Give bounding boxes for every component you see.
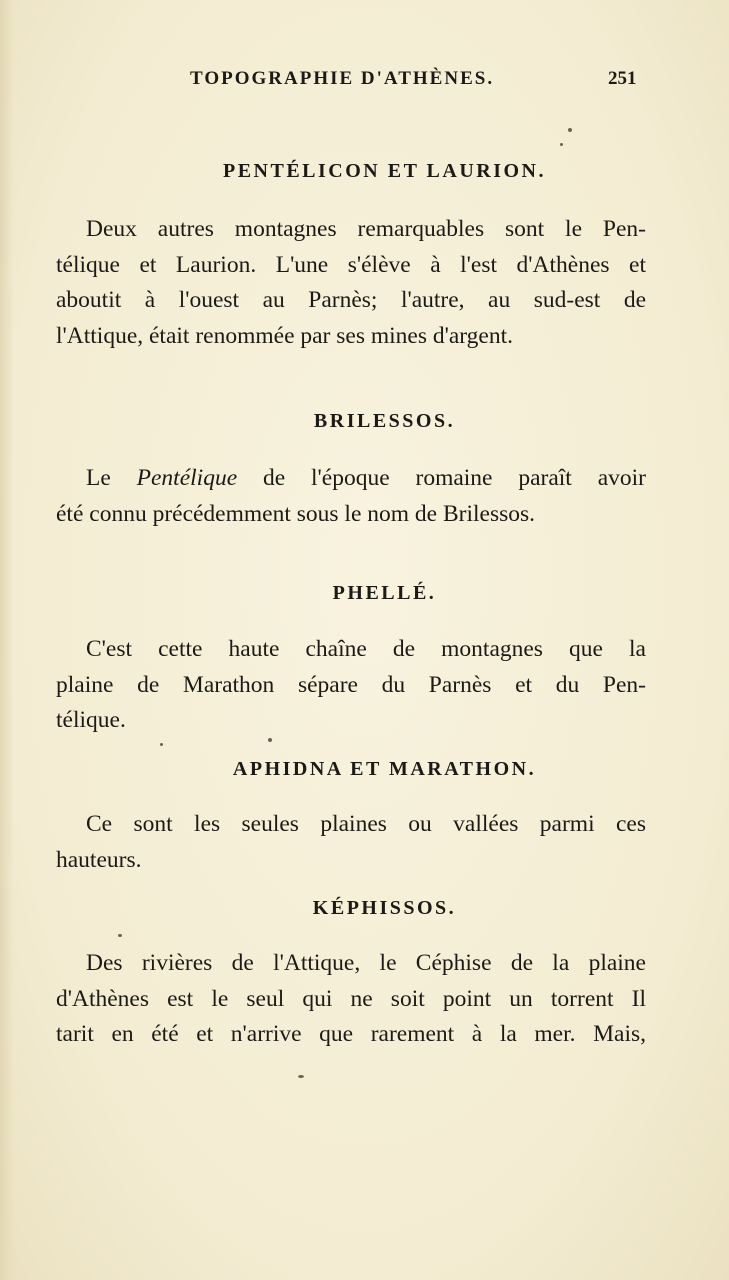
section-heading-aphidna: APHIDNA ET MARATHON. xyxy=(232,758,537,780)
paper-speck xyxy=(298,1075,304,1078)
page-number: 251 xyxy=(608,68,637,89)
section-heading-phelle: PHELLÉ. xyxy=(332,582,437,604)
paper-speck xyxy=(568,128,572,132)
text-line: hauteurs. xyxy=(56,846,142,873)
text-line xyxy=(56,461,646,497)
section-heading-pentelicon: PENTÉLICON ET LAURION. xyxy=(222,160,547,182)
text-line: télique. xyxy=(56,707,126,733)
text-line: aboutit à l'ouest au Parnès; l'autre, au sud-est de xyxy=(56,287,646,313)
text-line: l'Attique, était renommée par ses mines d'argent. xyxy=(56,322,514,349)
text-line: Des rivières de l'Attique, le Céphise de la plaine xyxy=(86,950,646,976)
text-line: tarit en été et n'arrive que rarement à la mer. Mais, xyxy=(56,1021,646,1047)
text-run: Le xyxy=(86,465,137,491)
section-heading-brilessos: BRILESSOS. xyxy=(313,410,456,432)
paragraph-pentelicon xyxy=(56,212,646,354)
paper-speck xyxy=(268,738,272,742)
page-gutter-shadow xyxy=(0,0,14,1280)
running-title: TOPOGRAPHIE D'ATHÈNES. xyxy=(190,68,495,89)
text-line: Ce sont les seules plaines ou vallées parmi ces xyxy=(86,811,646,837)
paragraph-kephissos xyxy=(56,946,646,1053)
section-heading-kephissos: KÉPHISSOS. xyxy=(312,897,457,919)
paper-speck xyxy=(160,743,163,746)
text-line: télique et Laurion. L'une s'élève à l'est d'Athènes et xyxy=(56,251,646,278)
text-line: été connu précédemment sous le nom de Brilessos. xyxy=(56,500,536,527)
text-line: d'Athènes est le seul qui ne soit point un torrent Il xyxy=(56,985,646,1012)
paragraph-aphidna xyxy=(56,807,646,878)
text-run: de l'époque romaine paraît avoir xyxy=(237,465,646,491)
italic-term: Pentélique xyxy=(136,465,238,491)
paragraph-phelle xyxy=(56,632,646,739)
paragraph-brilessos xyxy=(56,461,646,532)
paper-speck xyxy=(118,934,122,937)
text-line: C'est cette haute chaîne de montagnes que la xyxy=(86,636,646,662)
text-line: plaine de Marathon sépare du Parnès et du Pen- xyxy=(56,671,646,698)
paper-speck xyxy=(560,143,563,146)
text-line: Deux autres montagnes remarquables sont le Pen- xyxy=(86,216,646,242)
